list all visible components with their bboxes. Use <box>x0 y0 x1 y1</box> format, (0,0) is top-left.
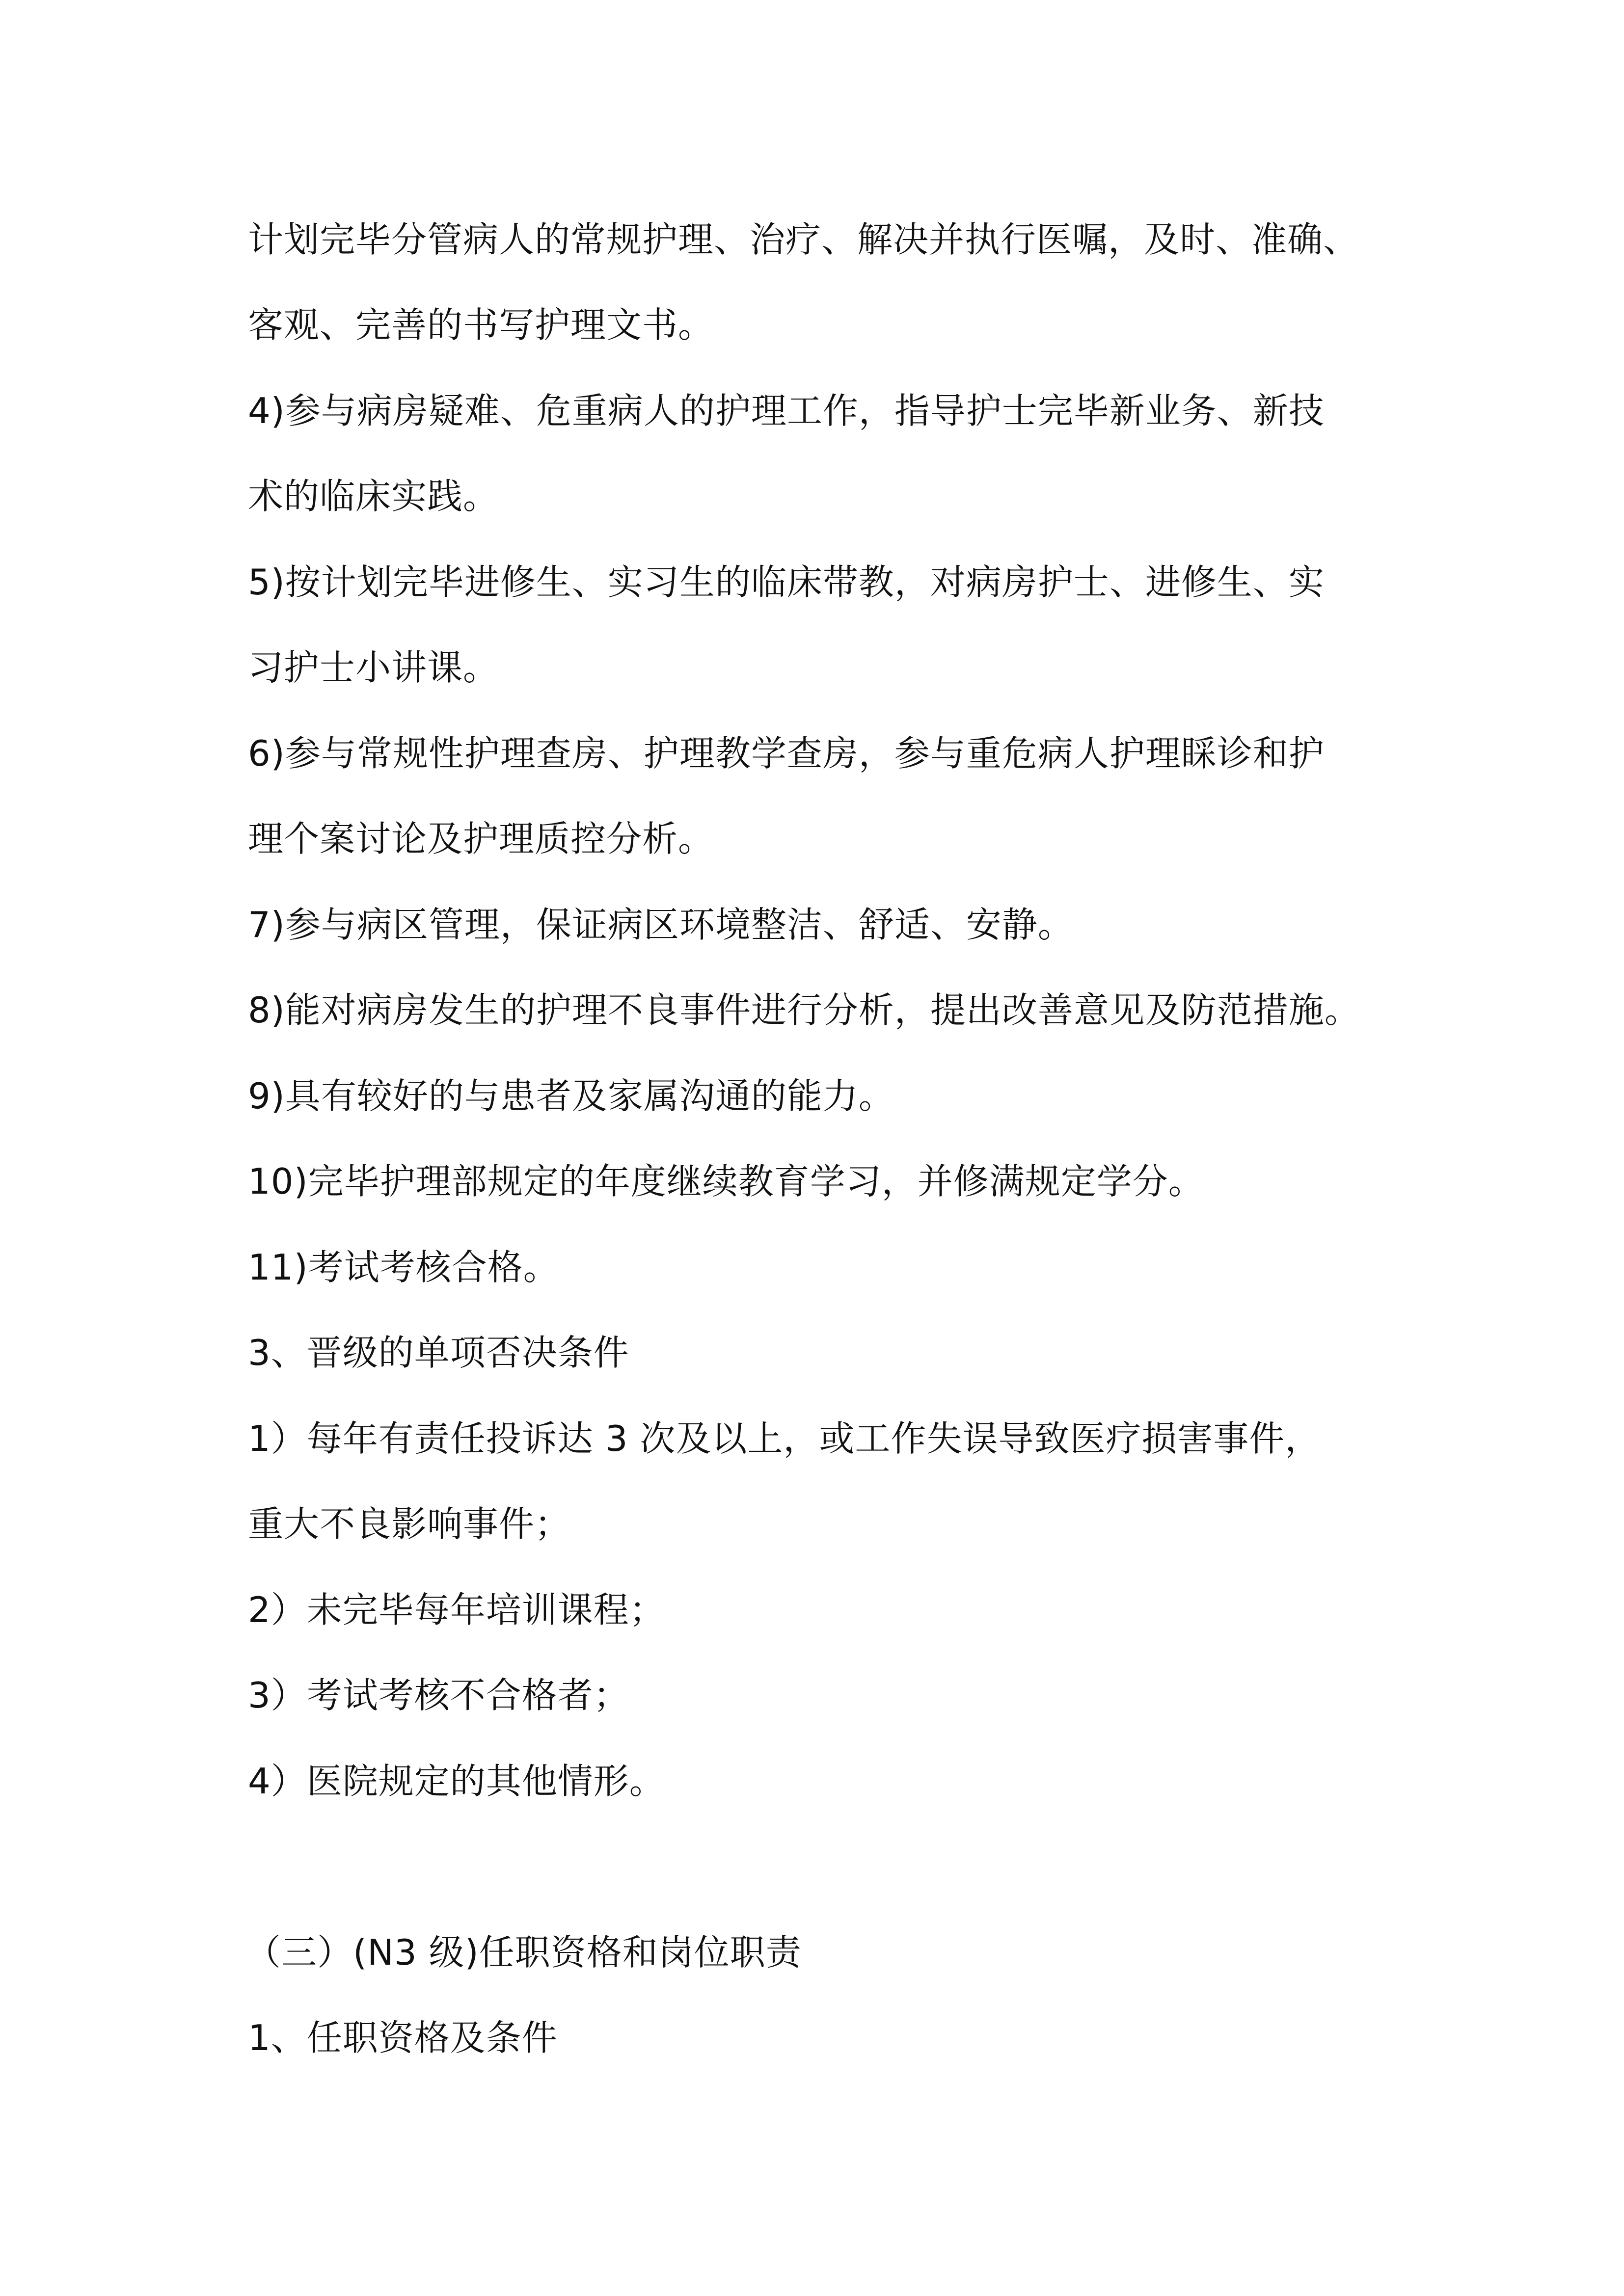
list-item: 11)考试考核合格。 <box>248 1247 559 1288</box>
text-line: 习护士小讲课。 <box>248 647 499 688</box>
list-item: 1）每年有责任投诉达 3 次及以上，或工作失误导致医疗损害事件， <box>248 1418 1321 1459</box>
list-item: 3）考试考核不合格者； <box>248 1675 629 1716</box>
text-line: 理个案讨论及护理质控分析。 <box>248 818 714 859</box>
section-heading: 3、晋级的单项否决条件 <box>248 1332 629 1373</box>
text-line: 术的临床实践。 <box>248 476 499 517</box>
list-item: 4)参与病房疑难、危重病人的护理工作，指导护士完毕新业务、新技 <box>248 390 1325 431</box>
list-item: 9)具有较好的与患者及家属沟通的能力。 <box>248 1075 894 1117</box>
list-item: 10)完毕护理部规定的年度继续教育学习，并修满规定学分。 <box>248 1161 1204 1202</box>
list-item: 5)按计划完毕进修生、实习生的临床带教，对病房护士、进修生、实 <box>248 561 1325 603</box>
list-item: 6)参与常规性护理查房、护理教学查房，参与重危病人护理睬诊和护 <box>248 733 1325 774</box>
list-item: 8)能对病房发生的护理不良事件进行分析，提出改善意见及防范措施。 <box>248 989 1360 1031</box>
subsection-heading: 1、任职资格及条件 <box>248 2017 558 2058</box>
list-item: 7)参与病区管理，保证病区环境整洁、舒适、安静。 <box>248 904 1074 945</box>
text-line: 计划完毕分管病人的常规护理、治疗、解决并执行医嘱，及时、准确、 <box>248 219 1359 260</box>
list-item: 2）未完毕每年培训课程； <box>248 1589 665 1630</box>
text-line: 客观、完善的书写护理文书。 <box>248 304 714 346</box>
text-line: 重大不良影响事件； <box>248 1503 571 1545</box>
list-item: 4）医院规定的其他情形。 <box>248 1761 665 1802</box>
section-heading: （三）(N3 级)任职资格和岗位职责 <box>245 1932 802 1973</box>
